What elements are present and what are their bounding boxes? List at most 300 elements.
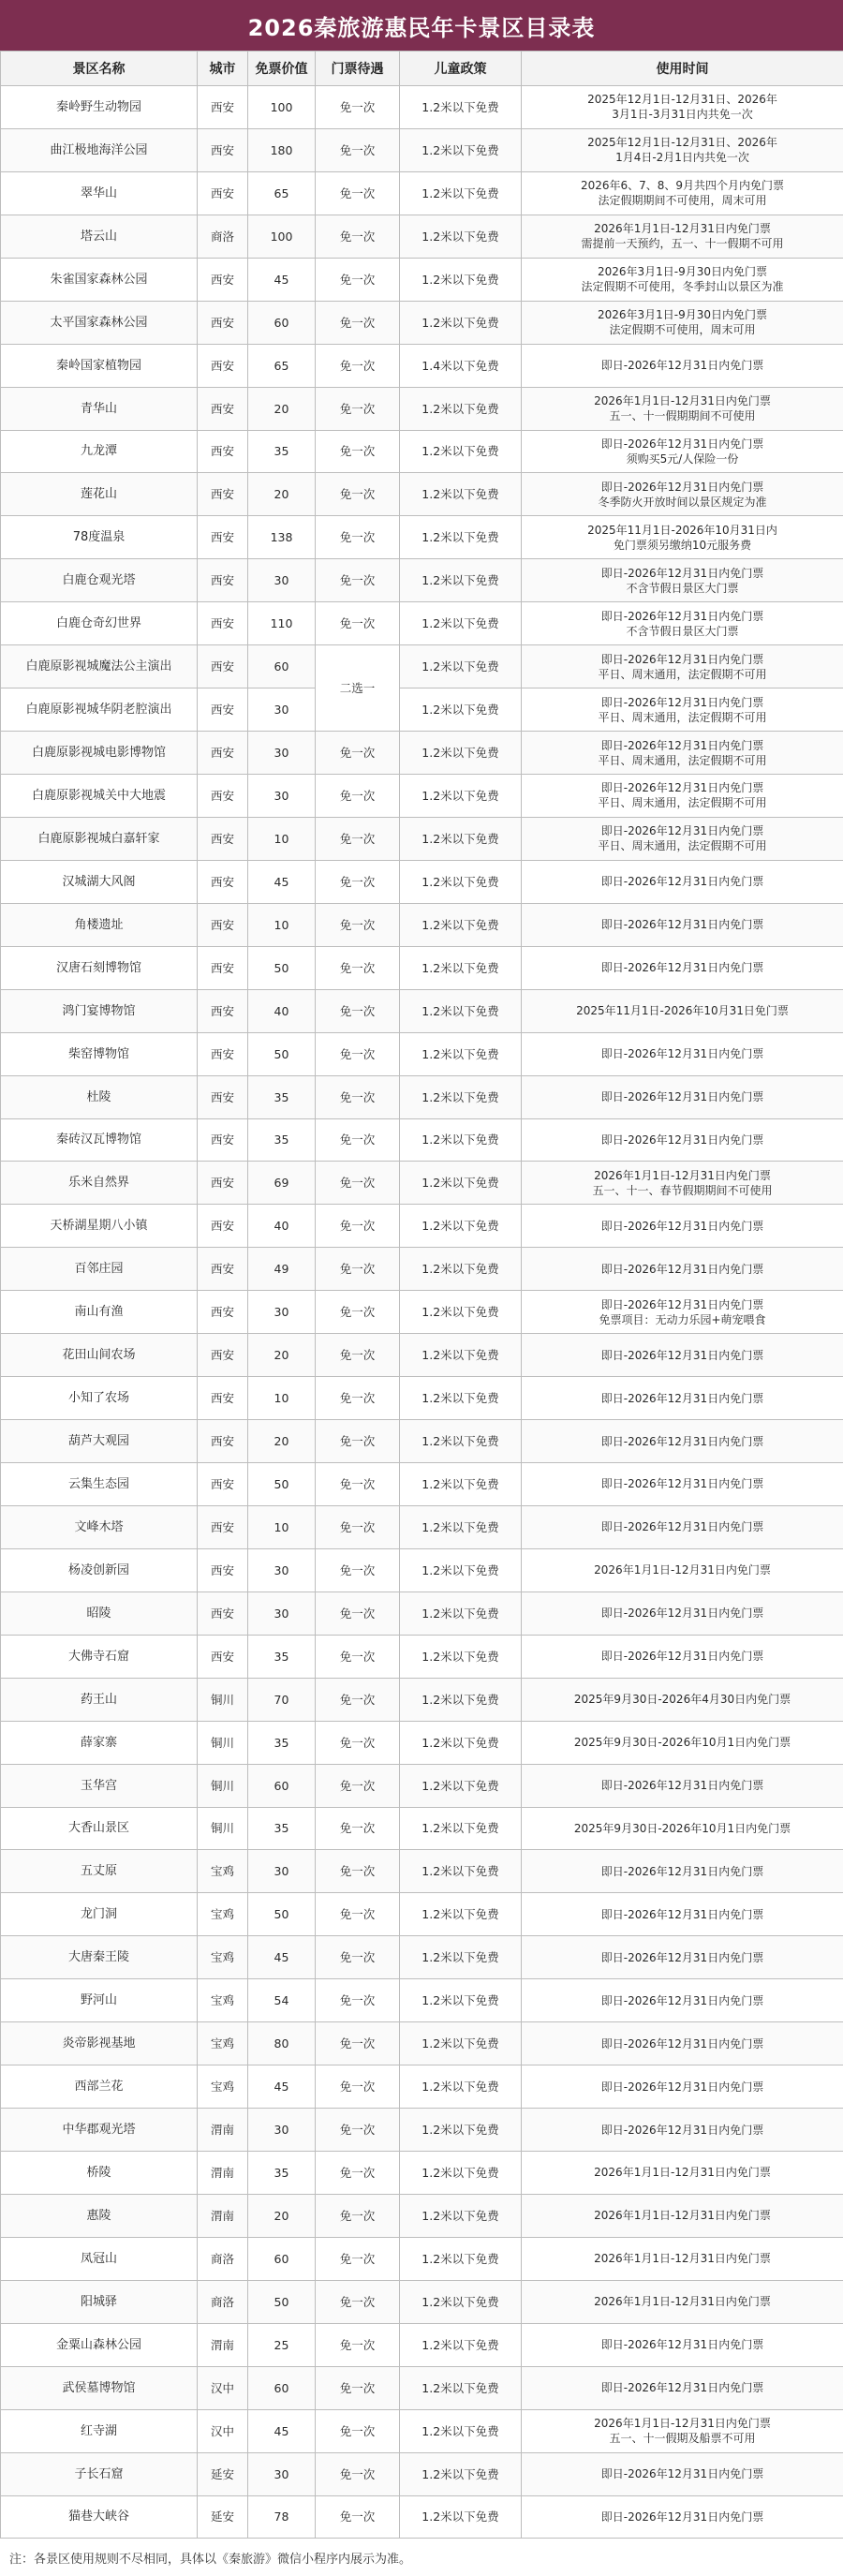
cell-child-policy: 1.2米以下免费 xyxy=(400,645,522,688)
cell-city: 西安 xyxy=(198,1505,248,1548)
table-row xyxy=(1,1548,843,1591)
cell-scenic-name: 龙门洞 xyxy=(1,1893,198,1936)
cell-city: 西安 xyxy=(198,473,248,516)
cell-child-policy: 1.2米以下免费 xyxy=(400,387,522,430)
cell-child-policy: 1.2米以下免费 xyxy=(400,1548,522,1591)
cell-free-value: 50 xyxy=(248,946,316,989)
cell-city: 西安 xyxy=(198,1118,248,1162)
cell-usage-time: 即日-2026年12月31日内免门票 xyxy=(522,2366,843,2409)
header-usage-time: 使用时间 xyxy=(522,52,843,86)
cell-child-policy: 1.2米以下免费 xyxy=(400,1420,522,1463)
cell-ticket-benefit-merged: 二选一 xyxy=(316,645,400,732)
table-row xyxy=(1,732,843,775)
cell-usage-time: 即日-2026年12月31日内免门票 xyxy=(522,1248,843,1291)
cell-scenic-name: 玉华宫 xyxy=(1,1764,198,1807)
cell-free-value: 30 xyxy=(248,775,316,818)
cell-child-policy: 1.2米以下免费 xyxy=(400,2409,522,2452)
cell-ticket-benefit: 免一次 xyxy=(316,344,400,387)
cell-free-value: 60 xyxy=(248,645,316,688)
cell-city: 西安 xyxy=(198,1334,248,1377)
table-header-row xyxy=(1,52,843,86)
cell-free-value: 60 xyxy=(248,2237,316,2280)
cell-scenic-name: 炎帝影视基地 xyxy=(1,2022,198,2065)
cell-scenic-name: 小知了农场 xyxy=(1,1377,198,1420)
cell-scenic-name: 凤冠山 xyxy=(1,2237,198,2280)
table-row xyxy=(1,1463,843,1506)
cell-ticket-benefit: 免一次 xyxy=(316,602,400,645)
cell-child-policy: 1.2米以下免费 xyxy=(400,2152,522,2195)
cell-ticket-benefit: 免一次 xyxy=(316,1678,400,1721)
cell-scenic-name: 药王山 xyxy=(1,1678,198,1721)
table-row xyxy=(1,1979,843,2022)
cell-city: 西安 xyxy=(198,1635,248,1678)
table-row xyxy=(1,1721,843,1764)
cell-scenic-name: 金粟山森林公园 xyxy=(1,2323,198,2366)
cell-scenic-name: 白鹿原影视城关中大地震 xyxy=(1,775,198,818)
cell-scenic-name: 汉城湖大风阁 xyxy=(1,860,198,903)
cell-city: 铜川 xyxy=(198,1721,248,1764)
table-row xyxy=(1,2280,843,2323)
cell-child-policy: 1.2米以下免费 xyxy=(400,817,522,860)
cell-usage-time: 2025年9月30日-2026年10月1日内免门票 xyxy=(522,1721,843,1764)
cell-scenic-name: 南山有渔 xyxy=(1,1291,198,1334)
cell-ticket-benefit: 免一次 xyxy=(316,1979,400,2022)
cell-free-value: 50 xyxy=(248,1032,316,1075)
cell-free-value: 45 xyxy=(248,258,316,301)
table-row xyxy=(1,989,843,1032)
cell-ticket-benefit: 免一次 xyxy=(316,2237,400,2280)
cell-free-value: 10 xyxy=(248,817,316,860)
cell-usage-time: 即日-2026年12月31日内免门票 须购买5元/人保险一份 xyxy=(522,430,843,473)
cell-usage-time: 即日-2026年12月31日内免门票 xyxy=(522,1936,843,1979)
cell-scenic-name: 曲江极地海洋公园 xyxy=(1,128,198,171)
cell-city: 西安 xyxy=(198,1032,248,1075)
cell-scenic-name: 野河山 xyxy=(1,1979,198,2022)
cell-usage-time: 即日-2026年12月31日内免门票 xyxy=(522,860,843,903)
cell-usage-time: 2026年3月1日-9月30日内免门票 法定假期不可使用，周末可用 xyxy=(522,301,843,344)
cell-city: 商洛 xyxy=(198,2237,248,2280)
cell-usage-time: 2026年1月1日-12月31日内免门票 五一、十一假期及船票不可用 xyxy=(522,2409,843,2452)
table-row xyxy=(1,2022,843,2065)
cell-usage-time: 即日-2026年12月31日内免门票 xyxy=(522,1377,843,1420)
table-row xyxy=(1,387,843,430)
table-row xyxy=(1,128,843,171)
cell-child-policy: 1.2米以下免费 xyxy=(400,1032,522,1075)
cell-free-value: 65 xyxy=(248,344,316,387)
table-row xyxy=(1,171,843,215)
cell-free-value: 45 xyxy=(248,2409,316,2452)
cell-scenic-name: 武侯墓博物馆 xyxy=(1,2366,198,2409)
cell-ticket-benefit: 免一次 xyxy=(316,430,400,473)
cell-usage-time: 即日-2026年12月31日内免门票 xyxy=(522,1463,843,1506)
cell-city: 西安 xyxy=(198,1377,248,1420)
cell-ticket-benefit: 免一次 xyxy=(316,473,400,516)
cell-child-policy: 1.2米以下免费 xyxy=(400,1721,522,1764)
cell-ticket-benefit: 免一次 xyxy=(316,1850,400,1893)
cell-city: 西安 xyxy=(198,301,248,344)
cell-child-policy: 1.2米以下免费 xyxy=(400,1118,522,1162)
cell-ticket-benefit: 免一次 xyxy=(316,559,400,602)
cell-free-value: 35 xyxy=(248,1118,316,1162)
cell-usage-time: 2026年1月1日-12月31日内免门票 需提前一天预约，五一、十一假期不可用 xyxy=(522,215,843,258)
cell-scenic-name: 白鹿原影视城电影博物馆 xyxy=(1,732,198,775)
cell-child-policy: 1.2米以下免费 xyxy=(400,732,522,775)
cell-child-policy: 1.2米以下免费 xyxy=(400,1334,522,1377)
cell-free-value: 20 xyxy=(248,1420,316,1463)
cell-ticket-benefit: 免一次 xyxy=(316,775,400,818)
table-row xyxy=(1,344,843,387)
cell-scenic-name: 大佛寺石窟 xyxy=(1,1635,198,1678)
cell-usage-time: 即日-2026年12月31日内免门票 平日、周末通用，法定假期不可用 xyxy=(522,732,843,775)
footer-note: 注：各景区使用规则不尽相同，具体以《秦旅游》微信小程序内展示为准。 xyxy=(0,2539,843,2576)
cell-usage-time: 即日-2026年12月31日内免门票 xyxy=(522,1505,843,1548)
cell-city: 宝鸡 xyxy=(198,2022,248,2065)
table-row xyxy=(1,2323,843,2366)
cell-city: 西安 xyxy=(198,1291,248,1334)
cell-ticket-benefit: 免一次 xyxy=(316,989,400,1032)
cell-child-policy: 1.2米以下免费 xyxy=(400,2065,522,2109)
table-row xyxy=(1,1248,843,1291)
table-row xyxy=(1,430,843,473)
table-row xyxy=(1,1162,843,1205)
cell-usage-time: 即日-2026年12月31日内免门票 xyxy=(522,2022,843,2065)
cell-free-value: 30 xyxy=(248,1291,316,1334)
cell-child-policy: 1.2米以下免费 xyxy=(400,215,522,258)
cell-usage-time: 即日-2026年12月31日内免门票 不含节假日景区大门票 xyxy=(522,559,843,602)
cell-city: 铜川 xyxy=(198,1764,248,1807)
cell-child-policy: 1.2米以下免费 xyxy=(400,1205,522,1248)
cell-child-policy: 1.2米以下免费 xyxy=(400,430,522,473)
cell-free-value: 40 xyxy=(248,989,316,1032)
cell-scenic-name: 汉唐石刻博物馆 xyxy=(1,946,198,989)
table-row xyxy=(1,258,843,301)
cell-ticket-benefit: 免一次 xyxy=(316,817,400,860)
cell-scenic-name: 鸿门宴博物馆 xyxy=(1,989,198,1032)
cell-free-value: 80 xyxy=(248,2022,316,2065)
cell-ticket-benefit: 免一次 xyxy=(316,1248,400,1291)
cell-usage-time: 2025年12月1日-12月31日、2026年 3月1日-3月31日内共免一次 xyxy=(522,86,843,129)
table-row xyxy=(1,2152,843,2195)
table-row xyxy=(1,1505,843,1548)
cell-usage-time: 2025年9月30日-2026年10月1日内免门票 xyxy=(522,1807,843,1850)
cell-ticket-benefit: 免一次 xyxy=(316,903,400,946)
cell-city: 西安 xyxy=(198,775,248,818)
cell-ticket-benefit: 免一次 xyxy=(316,516,400,559)
table-row xyxy=(1,775,843,818)
cell-ticket-benefit: 免一次 xyxy=(316,2495,400,2539)
cell-usage-time: 2025年11月1日-2026年10月31日内 免门票须另缴纳10元服务费 xyxy=(522,516,843,559)
table-row xyxy=(1,1420,843,1463)
cell-scenic-name: 西部兰花 xyxy=(1,2065,198,2109)
table-row xyxy=(1,2065,843,2109)
cell-city: 西安 xyxy=(198,1205,248,1248)
cell-free-value: 50 xyxy=(248,2280,316,2323)
cell-usage-time: 即日-2026年12月31日内免门票 xyxy=(522,903,843,946)
cell-free-value: 60 xyxy=(248,1764,316,1807)
cell-city: 西安 xyxy=(198,989,248,1032)
cell-scenic-name: 惠陵 xyxy=(1,2194,198,2237)
scenic-spot-table xyxy=(0,51,843,2539)
cell-ticket-benefit: 免一次 xyxy=(316,2022,400,2065)
cell-free-value: 30 xyxy=(248,1850,316,1893)
table-row xyxy=(1,946,843,989)
cell-child-policy: 1.2米以下免费 xyxy=(400,1893,522,1936)
cell-scenic-name: 子长石窟 xyxy=(1,2452,198,2495)
cell-ticket-benefit: 免一次 xyxy=(316,2065,400,2109)
cell-usage-time: 2026年6、7、8、9月共四个月内免门票 法定假期期间不可使用，周末可用 xyxy=(522,171,843,215)
header-free-value: 免票价值 xyxy=(248,52,316,86)
cell-usage-time: 即日-2026年12月31日内免门票 xyxy=(522,1205,843,1248)
cell-free-value: 35 xyxy=(248,1721,316,1764)
table-row xyxy=(1,516,843,559)
cell-child-policy: 1.2米以下免费 xyxy=(400,775,522,818)
cell-city: 渭南 xyxy=(198,2152,248,2195)
cell-free-value: 45 xyxy=(248,1936,316,1979)
cell-ticket-benefit: 免一次 xyxy=(316,1377,400,1420)
table-row xyxy=(1,1807,843,1850)
cell-usage-time: 即日-2026年12月31日内免门票 xyxy=(522,2065,843,2109)
cell-ticket-benefit: 免一次 xyxy=(316,215,400,258)
table-row xyxy=(1,1377,843,1420)
cell-child-policy: 1.2米以下免费 xyxy=(400,860,522,903)
cell-free-value: 70 xyxy=(248,1678,316,1721)
cell-scenic-name: 白鹿仓奇幻世界 xyxy=(1,602,198,645)
cell-scenic-name: 朱雀国家森林公园 xyxy=(1,258,198,301)
cell-ticket-benefit: 免一次 xyxy=(316,2152,400,2195)
cell-free-value: 20 xyxy=(248,387,316,430)
cell-ticket-benefit: 免一次 xyxy=(316,732,400,775)
cell-usage-time: 即日-2026年12月31日内免门票 xyxy=(522,1032,843,1075)
cell-usage-time: 即日-2026年12月31日内免门票 xyxy=(522,2452,843,2495)
cell-ticket-benefit: 免一次 xyxy=(316,1505,400,1548)
cell-scenic-name: 昭陵 xyxy=(1,1591,198,1635)
cell-city: 宝鸡 xyxy=(198,1850,248,1893)
cell-child-policy: 1.2米以下免费 xyxy=(400,1591,522,1635)
cell-child-policy: 1.2米以下免费 xyxy=(400,2452,522,2495)
cell-ticket-benefit: 免一次 xyxy=(316,171,400,215)
header-ticket-benefit: 门票待遇 xyxy=(316,52,400,86)
cell-free-value: 54 xyxy=(248,1979,316,2022)
cell-ticket-benefit: 免一次 xyxy=(316,128,400,171)
cell-child-policy: 1.2米以下免费 xyxy=(400,2237,522,2280)
cell-child-policy: 1.2米以下免费 xyxy=(400,1936,522,1979)
cell-usage-time: 即日-2026年12月31日内免门票 平日、周末通用，法定假期不可用 xyxy=(522,775,843,818)
cell-scenic-name: 薛家寨 xyxy=(1,1721,198,1764)
cell-usage-time: 2026年1月1日-12月31日内免门票 五一、十一、春节假期期间不可使用 xyxy=(522,1162,843,1205)
cell-city: 西安 xyxy=(198,602,248,645)
cell-scenic-name: 白鹿原影视城魔法公主演出 xyxy=(1,645,198,688)
cell-city: 西安 xyxy=(198,817,248,860)
cell-city: 西安 xyxy=(198,1420,248,1463)
cell-usage-time: 即日-2026年12月31日内免门票 xyxy=(522,1850,843,1893)
cell-scenic-name: 翠华山 xyxy=(1,171,198,215)
cell-city: 西安 xyxy=(198,430,248,473)
cell-child-policy: 1.2米以下免费 xyxy=(400,1377,522,1420)
table-row xyxy=(1,86,843,129)
cell-free-value: 45 xyxy=(248,2065,316,2109)
cell-ticket-benefit: 免一次 xyxy=(316,1893,400,1936)
cell-child-policy: 1.2米以下免费 xyxy=(400,86,522,129)
table-row xyxy=(1,2495,843,2539)
cell-child-policy: 1.2米以下免费 xyxy=(400,2109,522,2152)
cell-scenic-name: 花田山间农场 xyxy=(1,1334,198,1377)
cell-child-policy: 1.2米以下免费 xyxy=(400,602,522,645)
cell-city: 西安 xyxy=(198,559,248,602)
cell-scenic-name: 杨凌创新园 xyxy=(1,1548,198,1591)
cell-child-policy: 1.2米以下免费 xyxy=(400,1291,522,1334)
cell-free-value: 20 xyxy=(248,1334,316,1377)
cell-city: 西安 xyxy=(198,171,248,215)
cell-ticket-benefit: 免一次 xyxy=(316,1032,400,1075)
cell-ticket-benefit: 免一次 xyxy=(316,1463,400,1506)
cell-free-value: 138 xyxy=(248,516,316,559)
cell-usage-time: 2025年12月1日-12月31日、2026年 1月4日-2月1日内共免一次 xyxy=(522,128,843,171)
cell-usage-time: 即日-2026年12月31日内免门票 免票项目：无动力乐园+萌宠喂食 xyxy=(522,1291,843,1334)
cell-ticket-benefit: 免一次 xyxy=(316,1291,400,1334)
cell-ticket-benefit: 免一次 xyxy=(316,2366,400,2409)
cell-ticket-benefit: 免一次 xyxy=(316,1764,400,1807)
cell-free-value: 20 xyxy=(248,2194,316,2237)
cell-city: 宝鸡 xyxy=(198,2065,248,2109)
cell-scenic-name: 青华山 xyxy=(1,387,198,430)
cell-free-value: 30 xyxy=(248,688,316,732)
cell-free-value: 50 xyxy=(248,1893,316,1936)
cell-child-policy: 1.2米以下免费 xyxy=(400,1162,522,1205)
cell-scenic-name: 九龙潭 xyxy=(1,430,198,473)
cell-free-value: 50 xyxy=(248,1463,316,1506)
cell-usage-time: 2026年3月1日-9月30日内免门票 法定假期不可使用，冬季封山以景区为准 xyxy=(522,258,843,301)
cell-child-policy: 1.2米以下免费 xyxy=(400,2366,522,2409)
cell-child-policy: 1.2米以下免费 xyxy=(400,128,522,171)
cell-child-policy: 1.2米以下免费 xyxy=(400,1075,522,1118)
cell-city: 西安 xyxy=(198,1463,248,1506)
table-row xyxy=(1,473,843,516)
cell-usage-time: 即日-2026年12月31日内免门票 xyxy=(522,1764,843,1807)
cell-city: 渭南 xyxy=(198,2109,248,2152)
cell-city: 商洛 xyxy=(198,2280,248,2323)
cell-usage-time: 即日-2026年12月31日内免门票 xyxy=(522,344,843,387)
cell-child-policy: 1.2米以下免费 xyxy=(400,1850,522,1893)
cell-city: 西安 xyxy=(198,732,248,775)
cell-ticket-benefit: 免一次 xyxy=(316,2323,400,2366)
cell-child-policy: 1.2米以下免费 xyxy=(400,989,522,1032)
cell-ticket-benefit: 免一次 xyxy=(316,1162,400,1205)
cell-child-policy: 1.2米以下免费 xyxy=(400,1635,522,1678)
cell-city: 延安 xyxy=(198,2495,248,2539)
cell-free-value: 69 xyxy=(248,1162,316,1205)
cell-child-policy: 1.2米以下免费 xyxy=(400,2495,522,2539)
cell-city: 铜川 xyxy=(198,1807,248,1850)
cell-child-policy: 1.2米以下免费 xyxy=(400,301,522,344)
table-row xyxy=(1,645,843,688)
table-row xyxy=(1,1591,843,1635)
cell-free-value: 40 xyxy=(248,1205,316,1248)
cell-scenic-name: 白鹿仓观光塔 xyxy=(1,559,198,602)
cell-usage-time: 即日-2026年12月31日内免门票 xyxy=(522,1334,843,1377)
table-row xyxy=(1,1032,843,1075)
table-row xyxy=(1,2194,843,2237)
cell-free-value: 35 xyxy=(248,430,316,473)
cell-city: 西安 xyxy=(198,344,248,387)
cell-usage-time: 即日-2026年12月31日内免门票 平日、周末通用，法定假期不可用 xyxy=(522,817,843,860)
table-row xyxy=(1,1205,843,1248)
cell-usage-time: 即日-2026年12月31日内免门票 xyxy=(522,1893,843,1936)
cell-scenic-name: 天桥湖星期八小镇 xyxy=(1,1205,198,1248)
cell-child-policy: 1.2米以下免费 xyxy=(400,559,522,602)
cell-usage-time: 即日-2026年12月31日内免门票 平日、周末通用，法定假期不可用 xyxy=(522,688,843,732)
cell-usage-time: 2026年1月1日-12月31日内免门票 xyxy=(522,1548,843,1591)
cell-ticket-benefit: 免一次 xyxy=(316,1420,400,1463)
cell-city: 宝鸡 xyxy=(198,1936,248,1979)
cell-usage-time: 即日-2026年12月31日内免门票 xyxy=(522,2495,843,2539)
cell-scenic-name: 78度温泉 xyxy=(1,516,198,559)
cell-scenic-name: 塔云山 xyxy=(1,215,198,258)
cell-free-value: 45 xyxy=(248,860,316,903)
cell-city: 宝鸡 xyxy=(198,1893,248,1936)
cell-usage-time: 2026年1月1日-12月31日内免门票 xyxy=(522,2152,843,2195)
cell-city: 宝鸡 xyxy=(198,1979,248,2022)
cell-free-value: 60 xyxy=(248,2366,316,2409)
cell-scenic-name: 文峰木塔 xyxy=(1,1505,198,1548)
cell-scenic-name: 杜陵 xyxy=(1,1075,198,1118)
cell-ticket-benefit: 免一次 xyxy=(316,1591,400,1635)
cell-child-policy: 1.2米以下免费 xyxy=(400,1248,522,1291)
cell-free-value: 100 xyxy=(248,86,316,129)
cell-scenic-name: 角楼遗址 xyxy=(1,903,198,946)
cell-city: 西安 xyxy=(198,516,248,559)
cell-ticket-benefit: 免一次 xyxy=(316,1334,400,1377)
cell-usage-time: 即日-2026年12月31日内免门票 xyxy=(522,1420,843,1463)
cell-free-value: 10 xyxy=(248,1505,316,1548)
cell-scenic-name: 百邻庄园 xyxy=(1,1248,198,1291)
table-row xyxy=(1,1764,843,1807)
table-row xyxy=(1,817,843,860)
cell-ticket-benefit: 免一次 xyxy=(316,1807,400,1850)
table-row xyxy=(1,215,843,258)
cell-usage-time: 即日-2026年12月31日内免门票 xyxy=(522,2323,843,2366)
cell-usage-time: 即日-2026年12月31日内免门票 xyxy=(522,1979,843,2022)
cell-child-policy: 1.2米以下免费 xyxy=(400,258,522,301)
cell-usage-time: 即日-2026年12月31日内免门票 xyxy=(522,2109,843,2152)
cell-child-policy: 1.2米以下免费 xyxy=(400,473,522,516)
cell-ticket-benefit: 免一次 xyxy=(316,1118,400,1162)
cell-ticket-benefit: 免一次 xyxy=(316,2452,400,2495)
cell-usage-time: 即日-2026年12月31日内免门票 xyxy=(522,1635,843,1678)
cell-free-value: 20 xyxy=(248,473,316,516)
table-row xyxy=(1,2366,843,2409)
cell-city: 汉中 xyxy=(198,2409,248,2452)
cell-ticket-benefit: 免一次 xyxy=(316,301,400,344)
cell-city: 西安 xyxy=(198,258,248,301)
cell-child-policy: 1.2米以下免费 xyxy=(400,1463,522,1506)
cell-child-policy: 1.2米以下免费 xyxy=(400,903,522,946)
cell-scenic-name: 红寺湖 xyxy=(1,2409,198,2452)
cell-city: 延安 xyxy=(198,2452,248,2495)
cell-free-value: 30 xyxy=(248,2109,316,2152)
table-row xyxy=(1,2237,843,2280)
cell-scenic-name: 秦岭国家植物园 xyxy=(1,344,198,387)
table-row xyxy=(1,1291,843,1334)
cell-ticket-benefit: 免一次 xyxy=(316,387,400,430)
cell-usage-time: 即日-2026年12月31日内免门票 xyxy=(522,1591,843,1635)
cell-usage-time: 2026年1月1日-12月31日内免门票 xyxy=(522,2194,843,2237)
cell-usage-time: 即日-2026年12月31日内免门票 不含节假日景区大门票 xyxy=(522,602,843,645)
cell-ticket-benefit: 免一次 xyxy=(316,1635,400,1678)
table-row xyxy=(1,602,843,645)
cell-city: 西安 xyxy=(198,860,248,903)
cell-scenic-name: 阳城驿 xyxy=(1,2280,198,2323)
cell-ticket-benefit: 免一次 xyxy=(316,860,400,903)
